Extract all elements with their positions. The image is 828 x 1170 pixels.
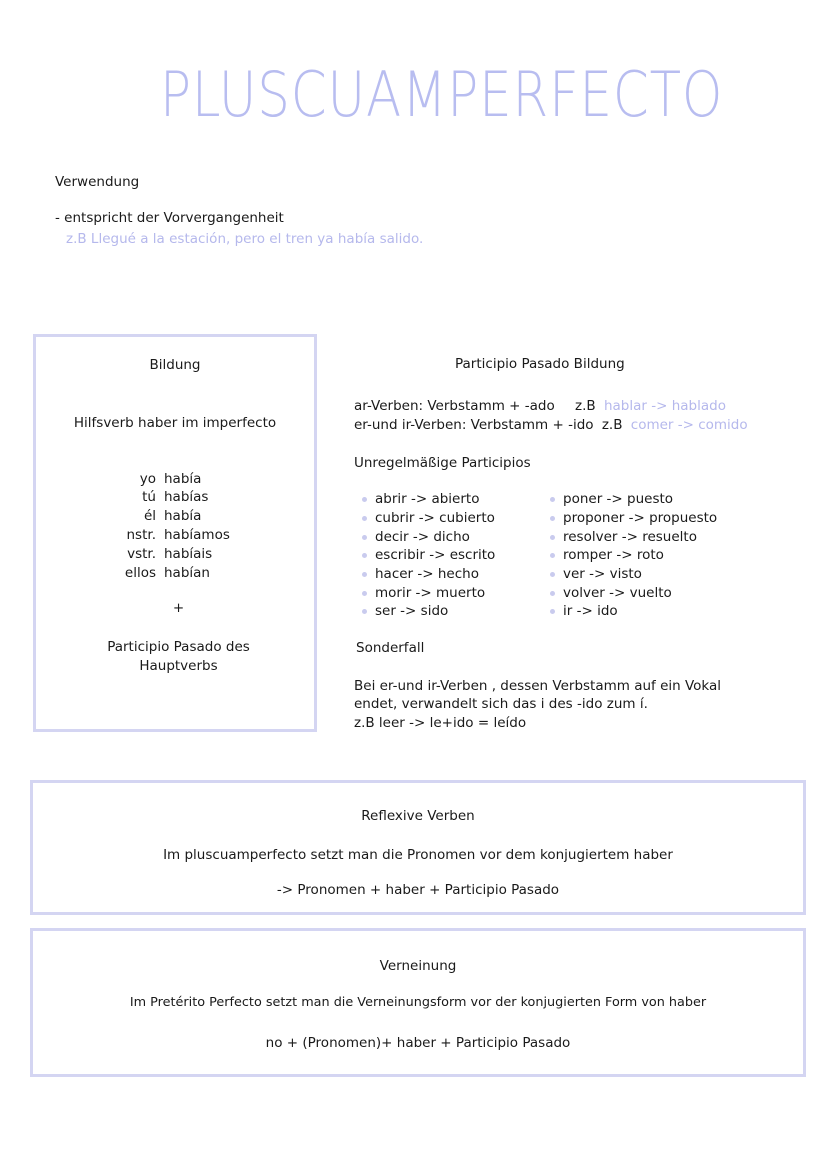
bullet-icon <box>550 553 555 558</box>
negation-line-2: no + (Pronomen)+ haber + Participio Pasado <box>265 1035 571 1051</box>
bullet-icon <box>550 591 555 596</box>
bullet-icon <box>362 497 367 502</box>
bullet-icon <box>362 535 367 540</box>
irregular-item: decir -> dicho <box>362 529 470 545</box>
bullet-icon <box>362 553 367 558</box>
irregular-item: proponer -> propuesto <box>550 510 717 526</box>
irregular-item: ir -> ido <box>550 603 618 619</box>
conj-pronoun: ellos <box>124 565 156 581</box>
formation-heading: Bildung <box>149 357 201 373</box>
conj-pronoun: vstr. <box>127 546 156 562</box>
conj-form: había <box>164 508 202 524</box>
erir-rule-line <box>354 417 748 433</box>
reflexive-line-1: Im pluscuamperfecto setzt man die Pronomen vor dem konjugiertem haber <box>163 847 673 863</box>
ar-rule-line <box>354 398 726 414</box>
irregular-item: romper -> roto <box>550 547 664 563</box>
reflexive-line-2: -> Pronomen + haber + Participio Pasado <box>276 882 560 898</box>
erir-zb: z.B <box>601 417 623 433</box>
participle-line-1: Participio Pasado des <box>107 639 250 655</box>
participle-line-2: Hauptverbs <box>139 658 218 674</box>
reflexive-heading: Reflexive Verben <box>361 808 475 824</box>
irregular-heading: Unregelmäßige Participios <box>354 455 531 471</box>
conj-pronoun: nstr. <box>126 527 156 543</box>
conjugation-row <box>106 471 201 487</box>
conj-pronoun: tú <box>142 489 156 505</box>
page-title: PLUSCUAMPERFECTO <box>160 58 724 131</box>
conj-form: habían <box>164 565 210 581</box>
conj-form: habíamos <box>164 527 230 543</box>
negation-heading: Verneinung <box>379 958 457 974</box>
irregular-item: volver -> vuelto <box>550 585 672 601</box>
bullet-icon <box>362 591 367 596</box>
erir-rule: er-und ir-Verben: Verbstamm + -ido <box>354 417 594 433</box>
special-line-1: Bei er-und ir-Verben , dessen Verbstamm auf ein Vokal <box>354 678 722 694</box>
plus-sign: + <box>172 600 185 616</box>
reflexive-box <box>30 780 806 915</box>
conjugation-row <box>106 508 201 524</box>
aux-verb-line: Hilfsverb haber im imperfecto <box>73 415 277 431</box>
negation-box <box>30 928 806 1077</box>
special-heading: Sonderfall <box>356 640 425 656</box>
bullet-icon <box>362 609 367 614</box>
conj-form: habías <box>164 489 209 505</box>
irregular-item: resolver -> resuelto <box>550 529 697 545</box>
usage-point: - entspricht der Vorvergangenheit <box>55 210 284 226</box>
ar-rule: ar-Verben: Verbstamm + -ado <box>354 398 555 414</box>
bullet-icon <box>550 609 555 614</box>
bullet-icon <box>550 497 555 502</box>
irregular-item: hacer -> hecho <box>362 566 479 582</box>
ar-example: hablar -> hablado <box>603 398 726 414</box>
conj-form: habíais <box>164 546 213 562</box>
ar-zb: z.B <box>575 398 596 414</box>
irregular-item: ver -> visto <box>550 566 642 582</box>
bullet-icon <box>550 535 555 540</box>
conjugation-row <box>106 527 230 543</box>
bullet-icon <box>550 516 555 521</box>
irregular-item: poner -> puesto <box>550 491 673 507</box>
conjugation-row <box>106 546 212 562</box>
bullet-icon <box>362 516 367 521</box>
negation-line-1: Im Pretérito Perfecto setzt man die Verneinungsform vor der konjugierten Form von haber <box>129 995 707 1010</box>
special-line-2: endet, verwandelt sich das i des -ido zum í. <box>354 696 648 712</box>
irregular-item: cubrir -> cubierto <box>362 510 495 526</box>
conj-pronoun: él <box>143 508 156 524</box>
irregular-item: morir -> muerto <box>362 585 485 601</box>
conjugation-row <box>106 565 210 581</box>
usage-example: z.B Llegué a la estación, pero el tren ya había salido. <box>66 231 424 247</box>
special-line-3: z.B leer -> le+ido = leído <box>354 715 527 731</box>
erir-example: comer -> comido <box>630 417 748 433</box>
conj-form: había <box>164 471 202 487</box>
usage-heading: Verwendung <box>55 174 140 190</box>
bullet-icon <box>550 572 555 577</box>
irregular-item: ser -> sido <box>362 603 448 619</box>
irregular-item: escribir -> escrito <box>362 547 495 563</box>
bullet-icon <box>362 572 367 577</box>
irregular-item: abrir -> abierto <box>362 491 479 507</box>
conjugation-row <box>106 489 208 505</box>
participle-heading: Participio Pasado Bildung <box>455 356 625 372</box>
conj-pronoun: yo <box>139 471 156 487</box>
formation-box <box>33 334 317 732</box>
